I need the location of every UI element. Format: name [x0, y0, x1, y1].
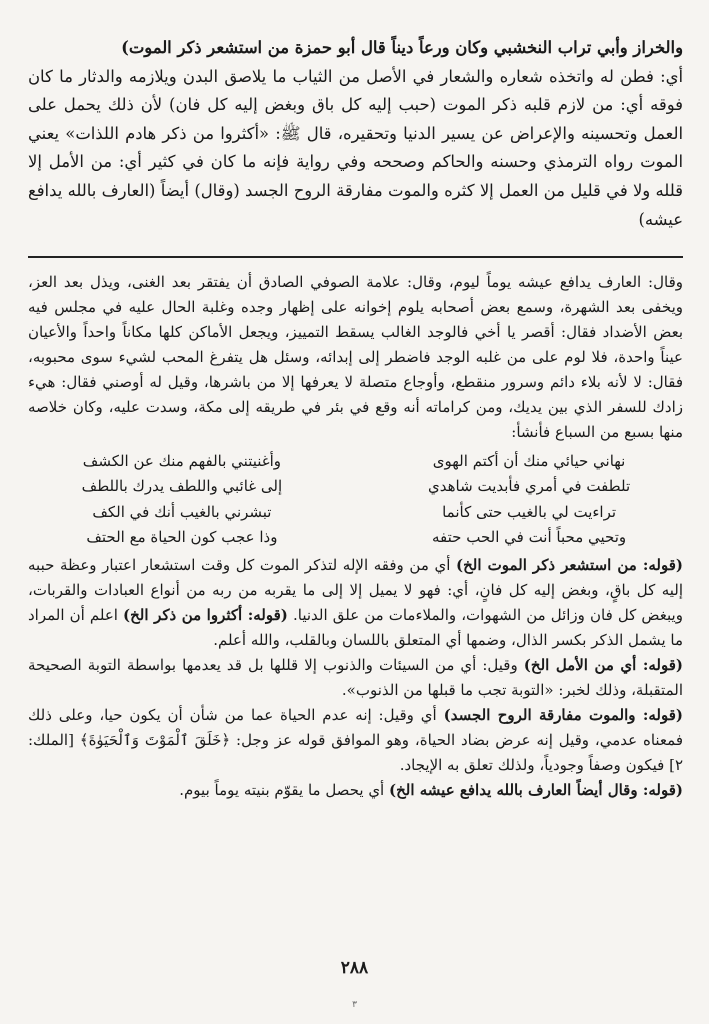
bottom-mark: ٣ [352, 1000, 357, 1010]
commentary-text: وقيل: أي من السيئات والذنوب إلا قللها بل قد يعدمها بواسطة التوبة الصحيحة المتقبلة، وذلك لخبر: «التوبة تجب ما قبلها من الذنوب». [28, 655, 683, 699]
commentary-paragraph [28, 703, 683, 778]
commentary-paragraph [28, 778, 683, 803]
commentary-paragraph [28, 553, 683, 653]
commentary-label: (قوله: والموت مفارقة الروح الجسد) [443, 705, 683, 724]
verse-second-hemistich: إلى غائبي واللطف يدرك باللطف [81, 477, 283, 496]
poem-verse [28, 500, 683, 526]
verse-second-hemistich: وأغنيتني بالفهم منك عن الكشف [82, 451, 282, 470]
poem-verse [28, 525, 683, 551]
page-number: ٢٨٨ [340, 958, 369, 978]
commentary-text: أي وقيل: إنه عدم الحياة عما من شأن أن يكون حيا، وعلى ذلك فمعناه عدمي، وقيل إنه عرض بضاد الحياة، وهو الموافق قوله عز وجل: ﴿خَلَقَ ٱلْمَوْتَ وَٱلْحَيَوٰةَ﴾ [الملك: ٢] فيكون وصفاً وجودياً، ولذلك تعلق به الإيجاد. [28, 705, 683, 774]
verse-first-hemistich: تلطفت في أمري فأبديت شاهدي [428, 477, 631, 496]
verse-first-hemistich: نهاني حيائي منك أن أكتم الهوى [432, 451, 626, 470]
main-text [28, 34, 683, 234]
verse-first-hemistich: تراءيت لي بالغيب حتى كأنما [442, 502, 617, 521]
commentary-label: (قوله: وقال أيضاً العارف بالله يدافع عيشه الخ) [389, 780, 683, 799]
verse-second-hemistich: تبشرني بالغيب أنك في الكف [92, 502, 272, 521]
poem-verse [28, 474, 683, 500]
commentary-label: (قوله: أكثروا من ذكر الخ) [123, 605, 288, 624]
commentary-text: اعلم أن المراد ما يشمل الذكر بكسر الذال، وضمها أي المتعلق باللسان وبالقلب، والله أعلم. [28, 605, 683, 649]
notes-section [28, 270, 683, 803]
commentary-text: أي يحصل ما يقوّم بنيته يوماً بيوم. [179, 780, 385, 799]
verse-second-hemistich: وذا عجب كون الحياة مع الحتف [86, 528, 278, 547]
notes-intro: وقال: العارف يدافع عيشه يوماً ليوم، وقال: علامة الصوفي الصادق أن يفتقر بعد الغنى، ويذل بعد العز، ويخفى بعد الشهرة، وسمع بعض أصحابه يلوم إخوانه على إظهار وجده وغلبة الحال عليه في مجلس فيه بعض الأضداد فقال: أقصر يا أخي فالوجد الغالب يسقط التمييز، ويجعل الأماكن كلها مكاناً واحداً والأعيان عيناً واحدة، فلا لوم على من غلبه الوجد فاضطر إلى إبدائه، وسئل هل يتفرغ المحب لشيء سوى محبوبه، فقال: لا لأنه بلاء دائم وسرور منقطع، وأوجاع متصلة لا يعرفها إلا من باشرها، وقيل له أوصني فقال: هيء زادك للسفر الذي بين يديك، ومن كراماته أنه وقع في بئر في طريقه إلى مكة، وسدت عليه، وكان خلاصه منها بسبع من السباع فأنشأ: [28, 272, 683, 441]
commentary-label: (قوله: من استشعر ذكر الموت الخ) [456, 555, 683, 574]
commentary-paragraph [28, 653, 683, 703]
verse-first-hemistich: وتحيي محباً أنت في الحب حتفه [432, 528, 627, 547]
main-paragraph-2: أي: فطن له واتخذه شعاره والشعار في الأصل من الثياب ما يلاصق البدن ويلازمه والدثار ما كان فوقه أي: من لازم قلبه ذكر الموت (حبب إليه كل باق وبغض إليه كل فان) لأن ذلك يحمل على العمل وتحسينه والإعراض عن يسير الدنيا وتحقيره، قال ﷺ: «أكثروا من ذكر هادم اللذات» يعني الموت رواه الترمذي وحسنه والحاكم وصححه وفي رواية فإنه ما كان في كثير أي: من الأمل إلا قلله ولا في قليل من العمل إلا كثره والموت مفارقة الروح الجسد (وقال) أيضاً (العارف بالله يدافع عيشه) [28, 66, 683, 229]
main-paragraph-1: والخراز وأبي تراب النخشبي وكان ورعاً ديناً قال أبو حمزة من استشعر ذكر الموت) [121, 38, 683, 57]
page-body [28, 34, 683, 803]
footnote-divider [28, 256, 683, 257]
commentary-text: أي من وفقه الإله لتذكر الموت كل وقت استشعار اعتبار وعظة حببه إليه كل باقٍ، وبغض إليه كل فانٍ، أي: فهو لا يميل إلا إلى ما يقربه من ربه من أنواع العبادات والقربات، ويبغض كل فان وزائل من الشهوات، والملاءمات من علق الدنيا. [28, 555, 683, 624]
poem [28, 449, 683, 551]
poem-verse [28, 449, 683, 475]
commentary-label: (قوله: أي من الأمل الخ) [523, 655, 683, 674]
